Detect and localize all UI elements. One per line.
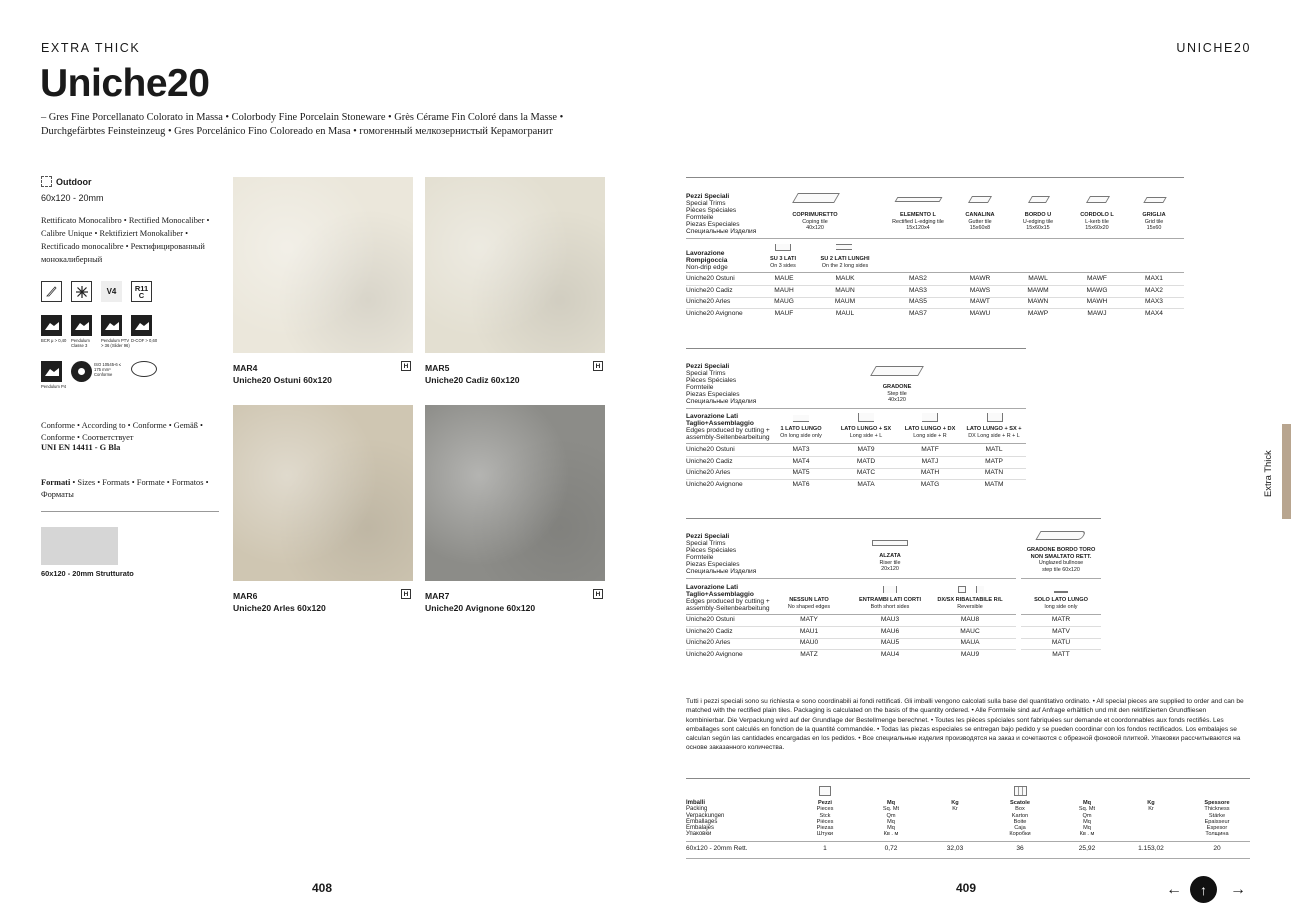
trim-code: MATP bbox=[985, 457, 1003, 465]
two-sides-shape bbox=[836, 244, 852, 250]
h-badge: H bbox=[593, 589, 603, 599]
size-spec: 60x120 - 20mm bbox=[41, 193, 104, 203]
next-page-arrow-icon[interactable]: → bbox=[1230, 881, 1246, 898]
tile-image-arles[interactable] bbox=[233, 405, 413, 581]
section-kicker: EXTRA THICK bbox=[41, 41, 141, 55]
scroll-top-button[interactable]: ↑ bbox=[1190, 876, 1217, 903]
trim-code: MAWL bbox=[1028, 275, 1048, 282]
trim-code: MAX3 bbox=[1145, 298, 1163, 305]
grid-shape bbox=[1143, 197, 1166, 203]
format-swatch bbox=[41, 527, 118, 565]
dcof-icon bbox=[131, 315, 152, 336]
packing-value: 0,72 bbox=[884, 845, 898, 852]
page-number-left: 408 bbox=[312, 881, 333, 895]
format-swatch-label: 60x120 - 20mm Strutturato bbox=[41, 569, 134, 578]
trim-code: MATH bbox=[920, 469, 940, 476]
trim-code: MAU1 bbox=[799, 627, 819, 635]
packing-value: 1.153,02 bbox=[1138, 845, 1164, 852]
trim-code: MAUF bbox=[774, 309, 794, 317]
packing-col-header: Kg Kr bbox=[951, 800, 959, 813]
table-rule bbox=[686, 177, 1184, 178]
packing-col-header: Scatole Box Karton Boite Caja Коробки bbox=[1009, 800, 1031, 838]
tile-name: Uniche20 Arles 60x120 bbox=[233, 603, 326, 613]
table-rule bbox=[1021, 578, 1101, 579]
icon-caption: ISO 10545-6 ≤ 175 mm³ Conforme bbox=[94, 362, 122, 377]
icon-caption: D-COF > 0,60 bbox=[131, 338, 158, 343]
shade-variation-icon: V4 bbox=[101, 281, 122, 302]
row-rule bbox=[686, 297, 1184, 298]
trim-code: MAU3 bbox=[880, 616, 900, 623]
packing-row-label: 60x120 - 20mm Rett. bbox=[686, 845, 748, 852]
trim-code: MATN bbox=[984, 469, 1004, 476]
step-tile-shape bbox=[870, 366, 924, 376]
trim-code: MATV bbox=[1052, 627, 1070, 635]
page-subtitle: – Gres Fine Porcellanato Colorato in Massa • Colorbody Fine Porcelain Stoneware • Grès Cérame Fin Coloré dans la Masse • Durchgefärbtes Feinsteinzeug • Gres Porcelánico Fino Coloreado en Masa • гомогенный мелкозернистый Керамогранит bbox=[41, 112, 564, 137]
trim-code: MAT9 bbox=[857, 446, 875, 453]
edge-shape bbox=[976, 586, 984, 593]
stain-resistance-icon bbox=[41, 281, 62, 302]
trim-code: MAWU bbox=[969, 309, 991, 317]
trim-code: MAS7 bbox=[909, 309, 927, 317]
trim-code: MAX1 bbox=[1145, 275, 1163, 282]
trim-code: MAUA bbox=[960, 639, 980, 646]
trim-code: MAT3 bbox=[792, 446, 810, 453]
trim-code: MATY bbox=[800, 616, 818, 623]
edge-header: SU 3 LATI On 3 sides bbox=[769, 256, 797, 269]
trim-code: MAS2 bbox=[909, 275, 927, 282]
edge-shape bbox=[958, 586, 966, 593]
trim-code: MAUE bbox=[774, 275, 794, 282]
product-name: Uniche20 Avignone bbox=[686, 309, 743, 317]
tile-code: MAR7 bbox=[425, 591, 450, 601]
trim-code: MAU5 bbox=[880, 639, 900, 646]
trim-code: MAWJ bbox=[1087, 309, 1107, 317]
edge-header: SOLO LATO LUNGO long side only bbox=[1034, 597, 1088, 610]
product-name: Uniche20 Arles bbox=[686, 298, 731, 305]
step-tile-header: GRADONE Step tile 40x120 bbox=[882, 384, 912, 403]
brand-label: UNICHE20 bbox=[1176, 41, 1251, 55]
trim-code: MAX2 bbox=[1145, 286, 1163, 294]
trim-code: MAT6 bbox=[792, 480, 810, 488]
trim-code: MAX4 bbox=[1145, 309, 1163, 317]
gutter-shape bbox=[968, 196, 992, 203]
table-rule bbox=[686, 858, 1250, 859]
table-rule bbox=[686, 778, 1250, 779]
trim-code: MAU4 bbox=[880, 650, 900, 658]
packing-col-header: Mq Sq. Mt Qm Mq Mq Кв . м bbox=[1078, 800, 1096, 838]
packing-value: 36 bbox=[1016, 845, 1024, 852]
riser-tile-shape bbox=[872, 540, 908, 546]
trim-code: MAWS bbox=[969, 286, 991, 294]
edge-shape bbox=[858, 413, 874, 422]
trim-code: MAWN bbox=[1027, 298, 1049, 305]
special-trims-label: Pezzi Speciali Special Trims Pièces Spéciales Formteile Piezas Especiales Специальные Изделия bbox=[686, 193, 757, 235]
box-icon bbox=[1014, 786, 1027, 796]
trim-code: MAWP bbox=[1027, 309, 1049, 317]
special-trims-label: Pezzi Speciali Special Trims Pièces Spéciales Formteile Piezas Especiales Специальные Изделия bbox=[686, 363, 757, 405]
trim-code: MAS5 bbox=[909, 298, 927, 305]
trim-header: GRIGLIA Grid tile 15x60 bbox=[1142, 212, 1166, 231]
formats-heading bbox=[41, 477, 216, 501]
table-rule bbox=[686, 614, 1016, 615]
trim-code: MAUN bbox=[835, 286, 855, 294]
formats-bold: Formati bbox=[41, 478, 71, 487]
packing-col-header: Kg Kr bbox=[1147, 800, 1155, 813]
bullnose-shape bbox=[1035, 531, 1086, 540]
edge-header: ENTRAMBI LATI CORTI Both short sides bbox=[858, 597, 922, 610]
section-tab-label: Extra Thick bbox=[1262, 450, 1273, 497]
h-badge: H bbox=[593, 361, 603, 371]
tile-name: Uniche20 Ostuni 60x120 bbox=[233, 375, 332, 385]
pieces-icon bbox=[819, 786, 831, 796]
trim-code: MAU6 bbox=[880, 627, 900, 635]
tile-code: MAR5 bbox=[425, 363, 450, 373]
edge-shape bbox=[1054, 591, 1068, 593]
three-sides-shape bbox=[775, 244, 791, 251]
outdoor-icon bbox=[41, 176, 52, 187]
trim-header: CORDOLO L L-kerb tile 15x60x20 bbox=[1080, 212, 1114, 231]
product-name: Uniche20 Arles bbox=[686, 639, 731, 646]
abrasion-icon bbox=[71, 361, 92, 382]
packing-col-header: Mq Sq. Mt Qm Mq Mq Кв . м bbox=[882, 800, 900, 838]
special-pieces-notes: Tutti i pezzi speciali sono su richiesta e sono coordinabili ai fondi rettificati. Gli imballi vengono calcolati sulla base del quantitativo ordinato. • All special pieces are supplied to order and can be matched with the rectified plain tiles. Packaging is calculated on the basis of the quantity ordered. • Alle Formteile sind auf Anfrage erhältlich und mit den rektifizierten Grundfliesen kombinierbar. Die Verpackung wird auf der Grundlage der Bestellmenge berechnet. • Toutes les pièces spéciales sont fabriquées sur demande et coordonnables aux fonds rectifiés. Les emballages sont calculés en fonction de la quantité commandée. • Todas las piezas especiales se entregan bajo pedido y se pueden coordinar con los fondos rectificados. Los embalajes se calculan según las cantidades encargadas en los pedidos. • Все специальные изделия производятся на заказ и сочетаются с обрезной фоновой плиткой. Упаковки рассчитываются на основе заказанного количества. bbox=[686, 698, 1244, 752]
packing-value: 20 bbox=[1213, 845, 1221, 852]
trim-code: MATC bbox=[856, 469, 876, 476]
outdoor-spec bbox=[41, 176, 92, 187]
table-rule bbox=[686, 518, 1101, 519]
table-rule bbox=[1021, 614, 1101, 615]
edge-header: LATO LUNGO + SX + DX Long side + R + L bbox=[966, 426, 1022, 439]
edge-header: LATO LUNGO + SX Long side + L bbox=[840, 426, 892, 439]
trim-code: MAUK bbox=[835, 275, 855, 282]
trim-code: MATF bbox=[921, 446, 939, 453]
trim-code: MAWM bbox=[1027, 286, 1049, 294]
tile-image-avignone[interactable] bbox=[425, 405, 605, 581]
tile-code: MAR4 bbox=[233, 363, 258, 373]
l-kerb-shape bbox=[1086, 196, 1110, 203]
cut-edges-label: Lavorazione Lati Taglio+Assemblaggio Edges produced by cutting + assembly-Seitenbearbeitung bbox=[686, 584, 770, 612]
formats-rest: • Sizes • Formats • Formate • Formatos • Форматы bbox=[41, 478, 209, 499]
trim-code: MAUC bbox=[960, 627, 980, 635]
packing-col-header: Pezzi Pieces Stck Pièces Piezas Штуки bbox=[816, 800, 834, 838]
packing-label: Imballi Packing Verpackungen Emballages Embalajes Упаковки bbox=[686, 800, 725, 838]
u-edging-shape bbox=[1028, 196, 1050, 203]
trim-header: ELEMENTO L Rectified L-edging tile 15x120x4 bbox=[892, 212, 944, 231]
frost-resistant-icon bbox=[71, 281, 92, 302]
special-trims-label: Pezzi Speciali Special Trims Pièces Spéciales Formteile Piezas Especiales Специальные Изделия bbox=[686, 533, 757, 575]
bullnose-header: GRADONE BORDO TORO NON SMALTATO RETT. Unglazed bullnose step tile 60x120 bbox=[1026, 547, 1096, 573]
h-badge: H bbox=[401, 589, 411, 599]
coping-tile-shape bbox=[792, 193, 840, 203]
trim-code: MAWG bbox=[1086, 286, 1108, 294]
trim-code: MAT4 bbox=[792, 457, 810, 465]
tile-code: MAR6 bbox=[233, 591, 258, 601]
product-name: Uniche20 Ostuni bbox=[686, 446, 735, 453]
trim-code: MAUM bbox=[834, 298, 856, 305]
product-name: Uniche20 Avignone bbox=[686, 480, 743, 488]
conformity-label: Conforme • According to • Conforme • Gemäß • Conforme • Соответствует bbox=[41, 421, 203, 442]
table-rule bbox=[686, 578, 1016, 579]
non-drip-label: Lavorazione Rompigoccia Non-drip edge bbox=[686, 250, 728, 271]
trim-code: MAUH bbox=[774, 286, 794, 294]
trim-header: COPRIMURETTO Coping tile 40x120 bbox=[792, 212, 838, 231]
pendulum-ptv-icon bbox=[101, 315, 122, 336]
trim-code: MATZ bbox=[800, 650, 818, 658]
edge-header: DX/SX RIBALTABILE R/L Reversible bbox=[937, 597, 1003, 610]
trim-code: MATT bbox=[1052, 650, 1070, 658]
trim-code: MAWR bbox=[969, 275, 991, 282]
product-name: Uniche20 Ostuni bbox=[686, 275, 735, 282]
page-number-right: 409 bbox=[956, 881, 977, 895]
trim-code: MATG bbox=[920, 480, 940, 488]
trim-code: MATD bbox=[856, 457, 876, 465]
icon-caption: Pendulum PTV > 36 (Slider 96) bbox=[101, 338, 130, 348]
product-name: Uniche20 Cadiz bbox=[686, 286, 733, 294]
pendulum-p4-icon bbox=[41, 361, 62, 382]
trim-header: BORDO U U-edging tile 15x60x15 bbox=[1022, 212, 1054, 231]
table-rule bbox=[686, 443, 1026, 444]
icon-caption: BCR μ > 0,40 bbox=[41, 338, 67, 343]
trim-code: MATR bbox=[1051, 616, 1071, 623]
bcr-icon bbox=[41, 315, 62, 336]
pendulum-class-icon bbox=[71, 315, 92, 336]
table-rule bbox=[686, 272, 1184, 273]
edge-header: 1 LATO LUNGO On long side only bbox=[780, 426, 822, 439]
divider bbox=[41, 511, 219, 512]
h-badge: H bbox=[401, 361, 411, 371]
edge-shape bbox=[883, 586, 897, 593]
icon-caption: Pendulum P4 bbox=[41, 384, 67, 389]
trim-header: CANALINA Gutter tile 15x60x8 bbox=[965, 212, 995, 231]
packing-value: 25,92 bbox=[1078, 845, 1096, 852]
trim-code: MATJ bbox=[921, 457, 939, 465]
product-name: Uniche20 Cadiz bbox=[686, 627, 733, 635]
tile-image-cadiz[interactable] bbox=[425, 177, 605, 353]
edge-shape bbox=[987, 413, 1003, 422]
trim-code: MAS3 bbox=[909, 286, 927, 294]
product-name: Uniche20 Cadiz bbox=[686, 457, 733, 465]
trim-code: MAT5 bbox=[792, 469, 810, 476]
slip-rating-icon: R11 C bbox=[131, 281, 152, 302]
trim-code: MAU8 bbox=[960, 616, 980, 623]
tile-name: Uniche20 Avignone 60x120 bbox=[425, 603, 536, 613]
packing-value: 1 bbox=[823, 845, 827, 852]
tile-name: Uniche20 Cadiz 60x120 bbox=[425, 375, 520, 385]
edge-header: SU 2 LATI LUNGHI On the 2 long sides bbox=[820, 256, 870, 269]
cut-edges-label: Lavorazione Lati Taglio+Assemblaggio Edges produced by cutting + assembly-Seitenbearbeitung bbox=[686, 413, 770, 441]
riser-tile-header: ALZATA Riser tile 20x120 bbox=[879, 553, 901, 572]
prev-page-arrow-icon[interactable]: ← bbox=[1166, 881, 1182, 898]
icon-caption: Pendulum Classe 3 bbox=[71, 338, 90, 348]
edge-header: LATO LUNGO + DX Long side + R bbox=[904, 426, 956, 439]
outdoor-label: Outdoor bbox=[56, 176, 92, 187]
edge-shape bbox=[922, 413, 938, 422]
product-name: Uniche20 Ostuni bbox=[686, 616, 735, 623]
trim-code: MATA bbox=[857, 480, 875, 488]
trim-code: MAUL bbox=[835, 309, 855, 317]
section-tab[interactable] bbox=[1282, 424, 1291, 519]
l-edging-shape bbox=[895, 197, 943, 202]
eac-mark-icon bbox=[131, 361, 157, 377]
trim-code: MAWT bbox=[970, 298, 990, 305]
product-name: Uniche20 Arles bbox=[686, 469, 731, 476]
standard-label: UNI EN 14411 - G Bla bbox=[41, 443, 121, 452]
table-rule bbox=[686, 238, 1184, 239]
tile-image-ostuni[interactable] bbox=[233, 177, 413, 353]
packing-col-header: Spessore Thickness Stärke Epaisseur Espesor Толщина bbox=[1204, 800, 1230, 838]
trim-code: MAWH bbox=[1086, 298, 1108, 305]
row-rule bbox=[686, 308, 1184, 309]
trim-code: MATU bbox=[1051, 639, 1071, 646]
row-rule bbox=[686, 285, 1184, 286]
trim-code: MATL bbox=[985, 446, 1003, 453]
edge-header: NESSUN LATO No shaped edges bbox=[787, 597, 831, 610]
table-rule bbox=[686, 348, 1026, 349]
page-title: Uniche20 bbox=[40, 62, 210, 105]
product-name: Uniche20 Avignone bbox=[686, 650, 743, 658]
trim-code: MAWF bbox=[1087, 275, 1107, 282]
table-rule bbox=[686, 408, 1026, 409]
trim-code: MAUG bbox=[774, 298, 794, 305]
rectified-spec: Rettificato Monocalibro • Rectified Monocaliber • Calibre Unique • Rektifiziert Monokaliber • Rectificado monocalibre • Ректифицированный монокалиберный bbox=[41, 216, 210, 264]
table-rule bbox=[686, 841, 1250, 842]
trim-code: MATM bbox=[984, 480, 1004, 488]
trim-code: MAU9 bbox=[960, 650, 980, 658]
trim-code: MAU0 bbox=[799, 639, 819, 646]
edge-shape bbox=[793, 415, 809, 422]
packing-value: 32,03 bbox=[946, 845, 964, 852]
